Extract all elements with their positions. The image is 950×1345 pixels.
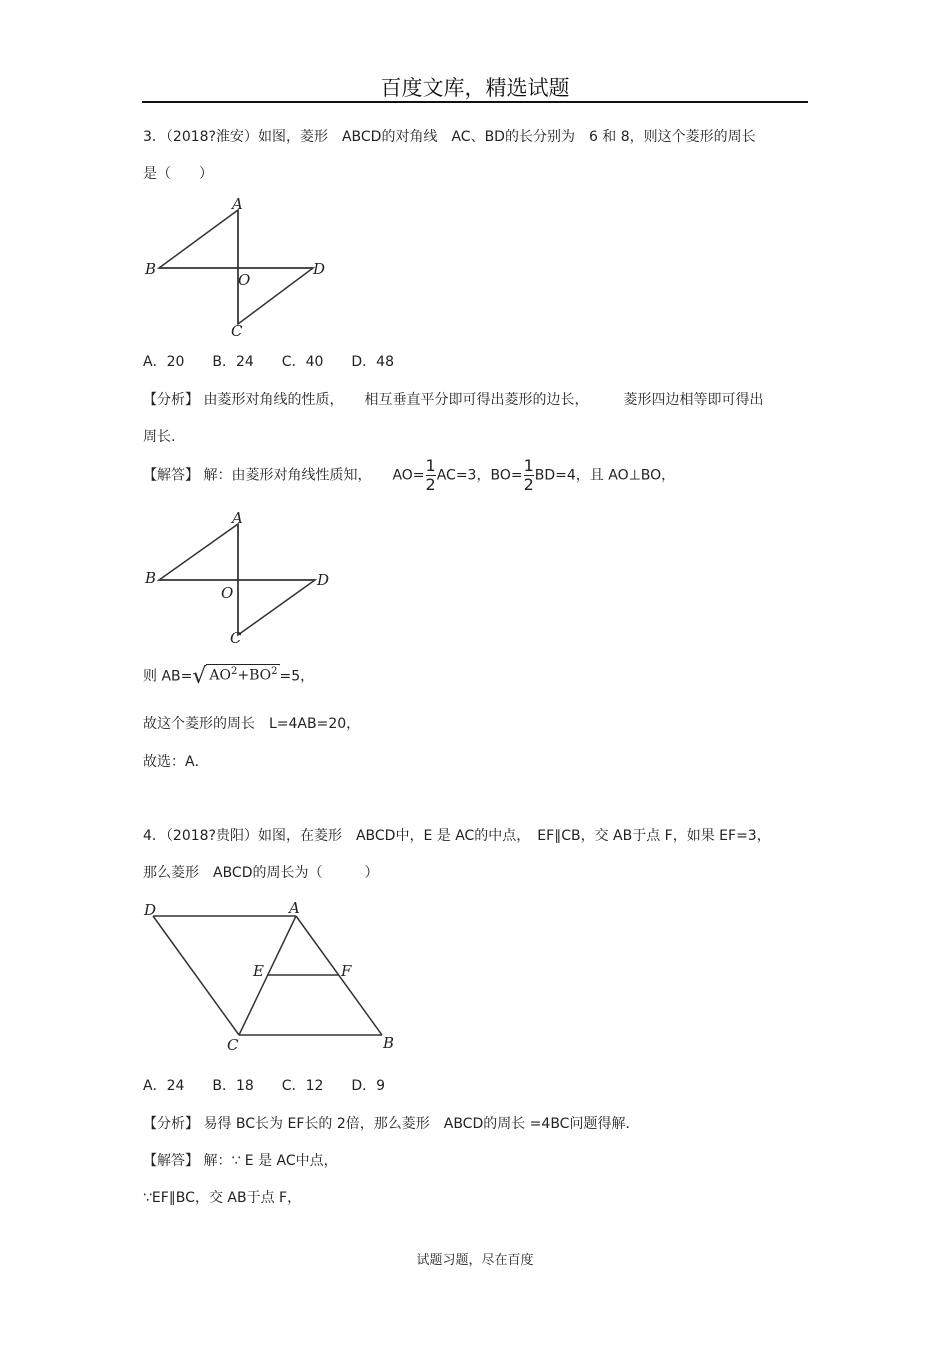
label-b: B xyxy=(145,260,157,278)
label-a-2: A xyxy=(232,510,243,527)
q3-ab-suffix: =5， xyxy=(279,668,315,685)
label-c: C xyxy=(231,322,243,338)
q4-stem-line1: 4．（2018?贵阳）如图，在菱形 ABCD中，E 是 AC的中点， EF∥CB，交 AB于点 F，如果 EF=3， xyxy=(143,828,771,844)
q3-choose-line: 故选：A． xyxy=(143,754,209,770)
q3-perimeter-line: 故这个菱形的周长 L=4AB=20， xyxy=(143,716,361,732)
label-e-q4: E xyxy=(253,962,264,980)
label-a: A xyxy=(232,196,243,213)
q4-stem-line2: 那么菱形 ABCD的周长为（ ） xyxy=(143,865,379,881)
label-d: D xyxy=(313,260,326,278)
q4-solution-line1: 【解答】 解：∵ E 是 AC中点， xyxy=(143,1153,338,1169)
q3-ab-prefix: 则 AB= xyxy=(143,668,193,685)
q4-analysis-line: 【分析】 易得 BC长为 EF长的 2倍，那么菱形 ABCD的周长 =4BC问题得解． xyxy=(143,1116,640,1132)
label-o-2: O xyxy=(221,584,234,602)
label-b-q4: B xyxy=(383,1034,395,1052)
q3-stem-line1: 3．（2018?淮安）如图，菱形 ABCD的对角线 AC、BD的长分别为 6 和 8，则这个菱形的周长 xyxy=(143,129,756,145)
q3-analysis-line1: 【分析】 由菱形对角线的性质， 相互垂直平分即可得出菱形的边长， 菱形四边相等即可得出 xyxy=(143,392,764,408)
q4-solution-line2: ∵EF∥BC，交 AB于点 F， xyxy=(143,1190,302,1206)
fraction-one-half-2: $\frac{1}{2}$ xyxy=(523,456,534,494)
q3-rhombus-figure-2 xyxy=(143,510,343,650)
q3-rhombus-figure xyxy=(143,196,343,342)
q3-solution-line xyxy=(143,458,675,493)
q3-analysis-line2: 周长. xyxy=(143,429,176,445)
q3-solution-mid1: AC=3，BO= xyxy=(436,467,523,484)
q3-ab-line xyxy=(143,664,314,689)
rhombus-outline xyxy=(159,210,313,324)
q3-options: A．20 B．24 C．40 D．48 xyxy=(143,354,394,370)
label-b-2: B xyxy=(145,569,157,587)
label-f-q4: F xyxy=(341,962,352,980)
page-footer: 试题习题，尽在百度 xyxy=(416,1253,534,1268)
label-o: O xyxy=(238,271,251,289)
label-c-2: C xyxy=(230,629,242,646)
q3-solution-prefix: 【解答】 解：由菱形对角线性质知， AO= xyxy=(143,467,425,484)
label-c-q4: C xyxy=(227,1036,239,1054)
page-header-title: 百度文库，精选试题 xyxy=(380,76,570,100)
label-d-2: D xyxy=(317,571,330,589)
q4-rhombus-figure xyxy=(143,898,403,1060)
q3-solution-mid2: BD=4，且 AO⊥BO， xyxy=(534,467,676,484)
segment-dc xyxy=(153,916,239,1035)
label-a-q4: A xyxy=(289,899,300,917)
label-d-q4: D xyxy=(144,901,157,919)
q4-options: A．24 B．18 C．12 D．9 xyxy=(143,1078,386,1094)
sqrt-expression: √ $AO^2+BO^2$ xyxy=(192,664,278,689)
fraction-one-half: $\frac{1}{2}$ xyxy=(425,456,436,494)
header-rule xyxy=(142,101,808,103)
q3-stem-line2: 是（ ） xyxy=(143,166,213,182)
